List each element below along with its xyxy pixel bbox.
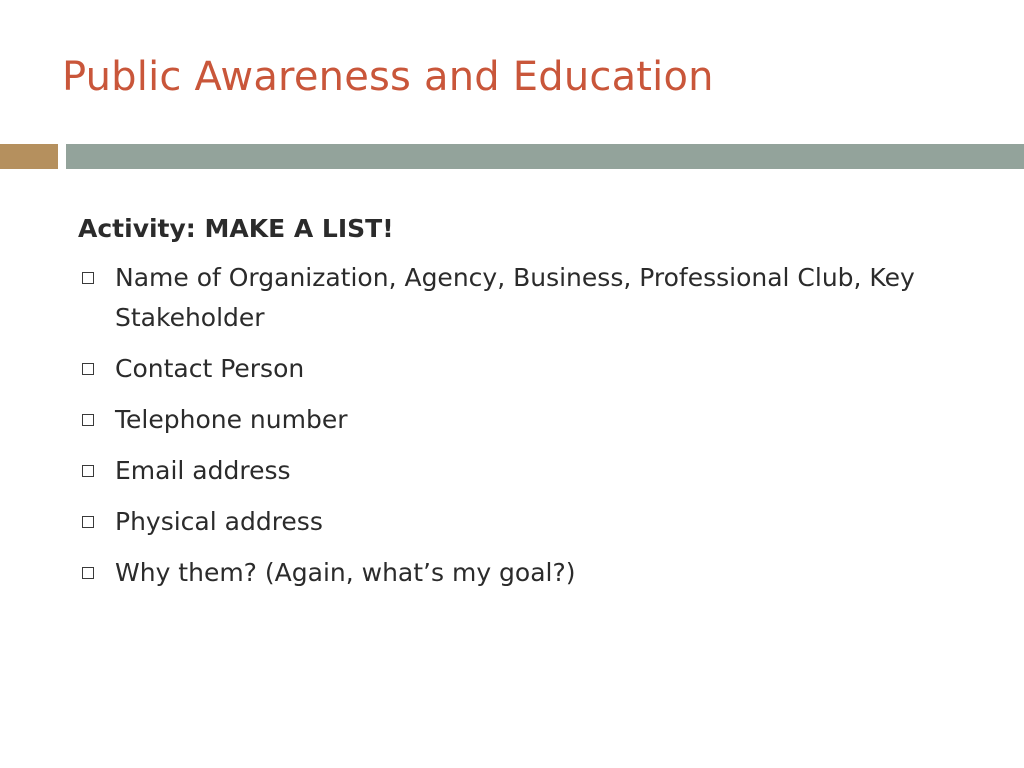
list-item-text: Name of Organization, Agency, Business, Professional Club, Key Stakeholder	[115, 263, 915, 332]
list-item	[78, 502, 998, 542]
bullet-list	[78, 258, 998, 593]
title-accent-bar	[0, 144, 58, 169]
list-item	[78, 349, 998, 389]
list-item-text: Telephone number	[115, 405, 348, 434]
slide-content	[78, 212, 998, 604]
square-bullet-icon	[82, 414, 94, 426]
list-item-text: Email address	[115, 456, 291, 485]
activity-heading: Activity: MAKE A LIST!	[78, 214, 394, 243]
list-item	[78, 400, 998, 440]
square-bullet-icon	[82, 363, 94, 375]
list-item	[78, 451, 998, 491]
square-bullet-icon	[82, 465, 94, 477]
title-divider-bar	[66, 144, 1024, 169]
square-bullet-icon	[82, 272, 94, 284]
list-item	[78, 553, 998, 593]
list-item-text: Physical address	[115, 507, 323, 536]
square-bullet-icon	[82, 567, 94, 579]
slide-title: Public Awareness and Education	[62, 54, 714, 100]
square-bullet-icon	[82, 516, 94, 528]
list-item-text: Contact Person	[115, 354, 305, 383]
list-item	[78, 258, 998, 338]
list-item-text: Why them? (Again, what’s my goal?)	[115, 558, 576, 587]
